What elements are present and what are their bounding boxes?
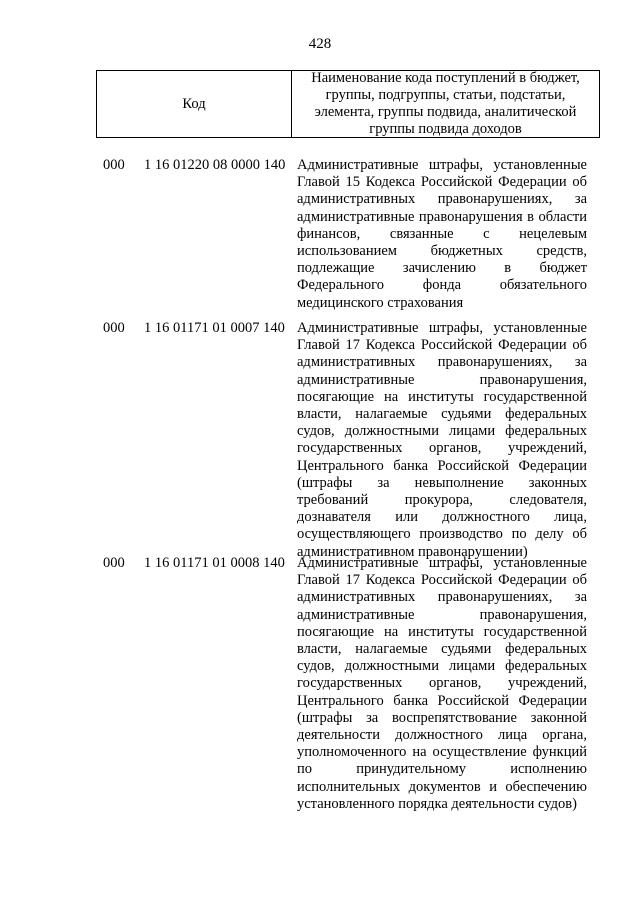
description-line: подлежащие зачислению в бюджет	[297, 260, 587, 277]
description-line: административных правонарушениях, за	[297, 354, 587, 371]
description-line: административные правонарушения в области	[297, 208, 587, 225]
description-line: посягающие на институты государственной	[297, 623, 587, 640]
page-number: 428	[308, 36, 332, 52]
description-line: административные правонарушения,	[297, 606, 587, 623]
description-line: судов, должностными лицами федеральных	[297, 423, 587, 440]
description-line: (штрафы за воспрепятствование законной	[297, 709, 587, 726]
description-line: Административные штрафы, установленные	[297, 555, 587, 571]
revenue-description	[297, 157, 587, 312]
description-line: Административные штрафы, установленные	[297, 157, 587, 173]
description-line: медицинского страхования	[297, 294, 464, 311]
description-line: Центрального банка Российской Федерации	[297, 457, 587, 474]
description-line: административном правонарушении)	[297, 543, 528, 560]
description-line: деятельности должностного лица органа,	[297, 727, 587, 744]
description-line: Главой 17 Кодекса Российской Федерации об	[297, 572, 587, 589]
description-line: требований прокурора, следователя,	[297, 492, 587, 509]
description-line: осуществляющего производство по делу об	[297, 526, 587, 543]
admin-code: 000	[103, 157, 125, 173]
name-column-header: Наименование кода поступлений в бюджет, группы, подгруппы, статьи, подстатьи, элемента, группы подвида, аналитической группы подвида доходов	[311, 70, 580, 137]
revenue-description	[297, 555, 587, 813]
description-line: власти, налагаемые судьями федеральных	[297, 641, 587, 658]
description-line: Федерального фонда обязательного	[297, 277, 587, 294]
description-line: исполнительных документов и обеспечению	[297, 778, 587, 795]
description-line: уполномоченного на осуществление функций	[297, 744, 587, 761]
description-line: (штрафы за невыполнение законных	[297, 474, 587, 491]
description-line: Центрального банка Российской Федерации	[297, 692, 587, 709]
description-line: посягающие на институты государственной	[297, 388, 587, 405]
description-line: использованием бюджетных средств,	[297, 243, 587, 260]
description-line: по принудительному исполнению	[297, 761, 587, 778]
description-line: власти, налагаемые судьями федеральных	[297, 406, 587, 423]
description-line: государственных органов, учреждений,	[297, 440, 587, 457]
description-line: административные правонарушения,	[297, 371, 587, 388]
revenue-code: 1 16 01171 01 0007 140	[144, 320, 285, 336]
description-line: Административные штрафы, установленные	[297, 320, 587, 336]
table-header	[96, 70, 600, 138]
description-line: государственных органов, учреждений,	[297, 675, 587, 692]
admin-code: 000	[103, 555, 125, 571]
description-line: административных правонарушениях, за	[297, 589, 587, 606]
description-line: административных правонарушениях, за	[297, 191, 587, 208]
revenue-description	[297, 320, 587, 561]
description-line: установленного порядка деятельности судов)	[297, 795, 577, 812]
description-line: судов, должностными лицами федеральных	[297, 658, 587, 675]
revenue-code: 1 16 01171 01 0008 140	[144, 555, 285, 571]
admin-code: 000	[103, 320, 125, 336]
code-column-header: Код	[97, 71, 292, 137]
description-line: Главой 17 Кодекса Российской Федерации об	[297, 337, 587, 354]
description-line: финансов, связанные с нецелевым	[297, 225, 587, 242]
revenue-code: 1 16 01220 08 0000 140	[144, 157, 286, 173]
description-line: дознавателя или должностного лица,	[297, 509, 587, 526]
description-line: Главой 15 Кодекса Российской Федерации об	[297, 174, 587, 191]
